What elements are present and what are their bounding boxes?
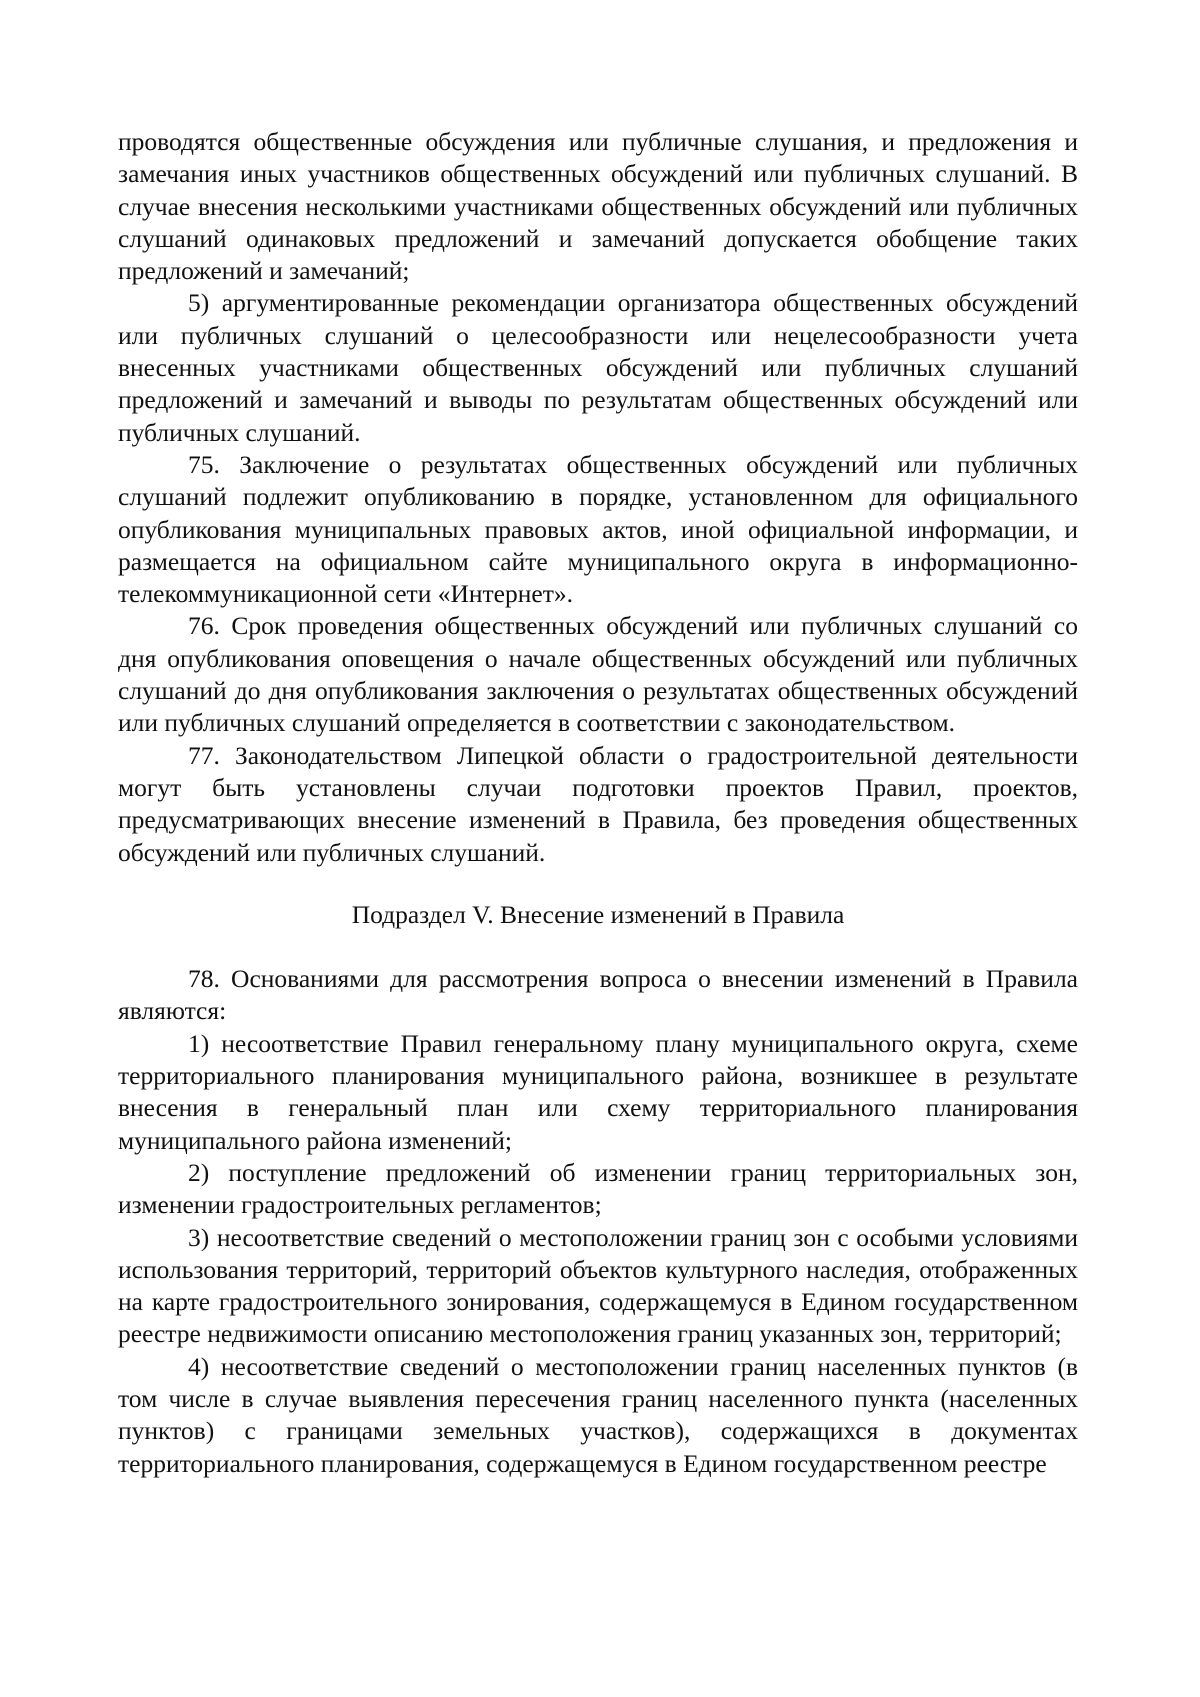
paragraph-78: 78. Основаниями для рассмотрения вопроса о внесении изменений в Правила являются: bbox=[118, 964, 1078, 1026]
document-body bbox=[118, 126, 1078, 1480]
section-heading: Подраздел V. Внесение изменений в Правила bbox=[351, 899, 845, 929]
paragraph-78-item-3: 3) несоответствие сведений о местоположении границ зон с особыми условиями использования территорий, территорий объектов культурного наследия, отображенных на карте градостроительного зонирования, содержащемуся в Едином государственном реестре недвижимости описанию местоположения границ указанных зон, территорий; bbox=[118, 1222, 1078, 1349]
paragraph-78-item-4: 4) несоответствие сведений о местоположении границ населенных пунктов (в том числе в случае выявления пересечения границ населенного пункта (населенных пунктов) с границами земельных участков), содержащихся в документах территориального планирования, содержащемуся в Едином государственном реестре bbox=[118, 1351, 1078, 1478]
paragraph-item-5: 5) аргументированные рекомендации организатора общественных обсуждений или публичных слушаний о целесообразности или нецелесообразности учета внесенных участниками общественных обсуждений или публичных слушаний предложений и замечаний и выводы по результатам общественных обсуждений или публичных слушаний. bbox=[118, 288, 1078, 447]
paragraph-75: 75. Заключение о результатах общественных обсуждений или публичных слушаний подлежит опубликованию в порядке, установленном для официального опубликования муниципальных правовых актов, иной официальной информации, и размещается на официальном сайте муниципального округа в информационно-телекоммуникационной сети «Интернет». bbox=[118, 449, 1078, 609]
paragraph-continuation: проводятся общественные обсуждения или публичные слушания, и предложения и замечания иных участников общественных обсуждений или публичных слушаний. В случае внесения несколькими участниками общественных обсуждений или публичных слушаний одинаковых предложений и замечаний допускается обобщение таких предложений и замечаний; bbox=[118, 127, 1078, 286]
paragraph-78-item-1: 1) несоответствие Правил генеральному плану муниципального округа, схеме территориального планирования муниципального района, возникшее в результате внесения в генеральный план или схему территориального планирования муниципального района изменений; bbox=[118, 1028, 1078, 1155]
paragraph-78-item-2: 2) поступление предложений об изменении границ территориальных зон, изменении градостроительных регламентов; bbox=[118, 1157, 1078, 1220]
paragraph-77: 77. Законодательством Липецкой области о градостроительной деятельности могут быть установлены случаи подготовки проектов Правил, проектов, предусматривающих внесение изменений в Правила, без проведения общественных обсуждений или публичных слушаний. bbox=[118, 740, 1078, 867]
paragraph-76: 76. Срок проведения общественных обсуждений или публичных слушаний со дня опубликования оповещения о начале общественных обсуждений или публичных слушаний до дня опубликования заключения о результатах общественных обсуждений или публичных слушаний определяется в соответствии с законодательством. bbox=[118, 611, 1078, 738]
